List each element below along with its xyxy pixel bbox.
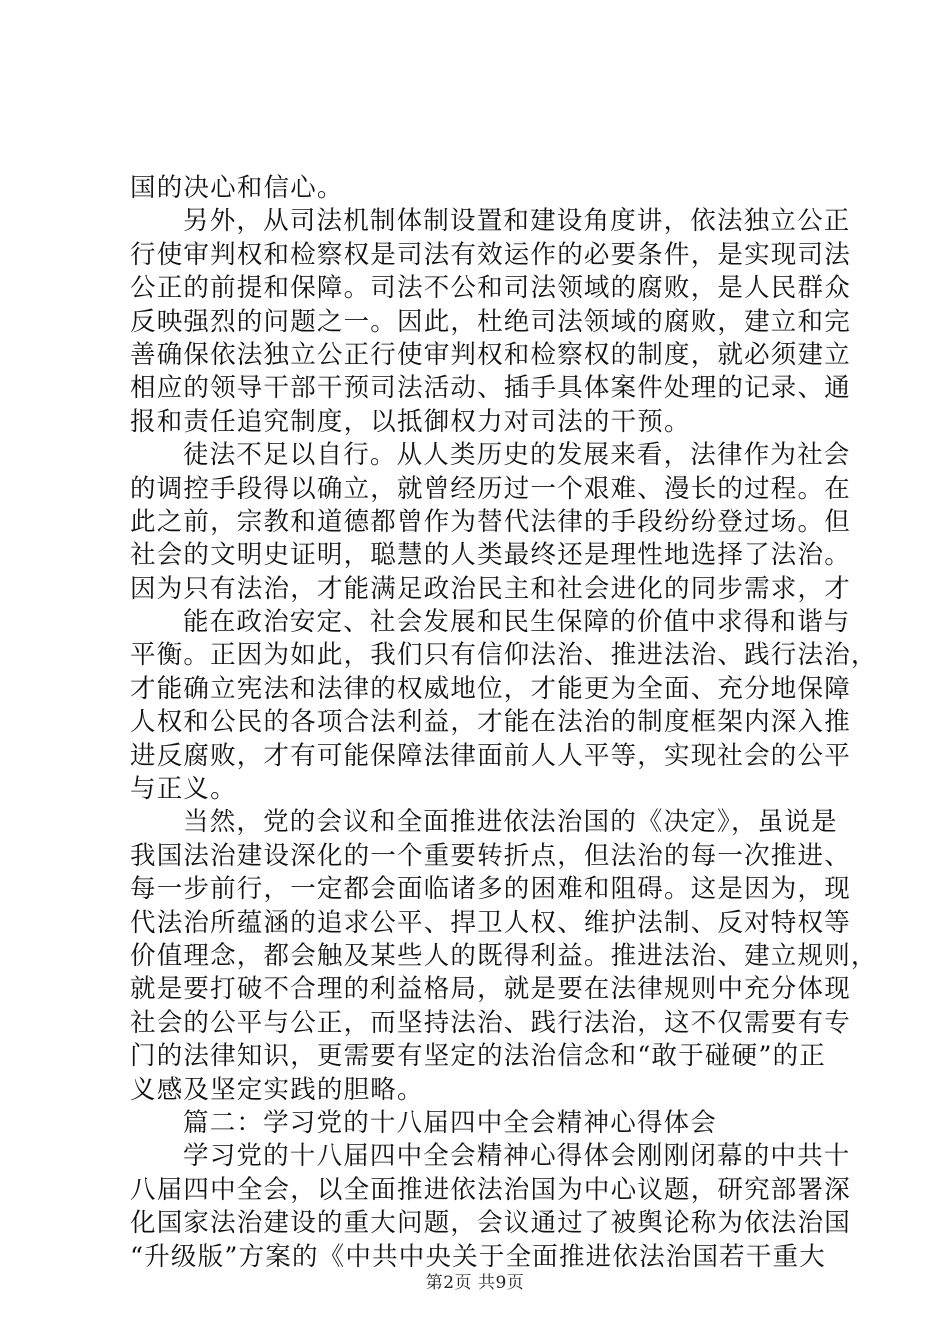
text-line: 报和责任追究制度，以抵御权力对司法的干预。 [130, 406, 691, 437]
text-line: 每一步前行，一定都会面临诸多的困难和阻碍。这是因为，现 [130, 874, 851, 905]
paragraph-start-line: 另外，从司法机制体制设置和建设角度讲，依法独立公正 [183, 206, 851, 237]
text-line: 化国家法治建设的重大问题，会议通过了被舆论称为依法治国 [130, 1208, 851, 1239]
text-line: 与正义。 [130, 774, 237, 805]
text-line: 人权和公民的各项合法利益，才能在法治的制度框架内深入推 [130, 707, 851, 738]
text-line: 代法治所蕴涵的追求公平、捍卫人权、维护法制、反对特权等 [130, 907, 851, 938]
text-line: 义感及坚定实践的胆略。 [130, 1074, 424, 1105]
text-line: 就是要打破不合理的利益格局，就是要在法律规则中充分体现 [130, 974, 851, 1005]
text-line: 社会的文明史证明，聪慧的人类最终还是理性地选择了法治。 [130, 540, 851, 571]
text-line: 八届四中全会，以全面推进依法治国为中心议题，研究部署深 [130, 1174, 851, 1205]
text-line: 国的决心和信心。 [130, 173, 344, 203]
paragraph-start-line: 当然，党的会议和全面推进依法治国的《决定》，虽说是 [183, 807, 838, 838]
text-line: 我国法治建设深化的一个重要转折点，但法治的每一次推进、 [130, 840, 851, 871]
text-line: 因为只有法治，才能满足政治民主和社会进化的同步需求，才 [130, 573, 851, 604]
paragraph-start-line: 学习党的十八届四中全会精神心得体会刚刚闭幕的中共十 [183, 1141, 851, 1172]
document-body [130, 172, 878, 1274]
text-line: 行使审判权和检察权是司法有效运作的必要条件，是实现司法 [130, 239, 851, 270]
text-line: 社会的公平与公正，而坚持法治、践行法治，这不仅需要有专 [130, 1007, 851, 1038]
text-line: “升级版”方案的《中共中央关于全面推进依法治国若干重大 [130, 1241, 826, 1272]
paragraph-start-line: 能在政治安定、社会发展和民生保障的价值中求得和谐与 [183, 607, 851, 638]
text-line: 反映强烈的问题之一。因此，杜绝司法领域的腐败，建立和完 [130, 306, 851, 337]
text-line: 此之前，宗教和道德都曾作为替代法律的手段纷纷登过场。但 [130, 506, 851, 537]
paragraph-start-line: 徒法不足以自行。从人类历史的发展来看，法律作为社会 [183, 440, 851, 471]
text-line: 善确保依法独立公正行使审判权和检察权的制度，就必须建立 [130, 339, 851, 370]
text-line: 进反腐败，才有可能保障法律面前人人平等，实现社会的公平 [130, 740, 851, 771]
page-number-footer: 第2页 共9页 [425, 1273, 525, 1293]
section-heading: 篇二：学习党的十八届四中全会精神心得体会 [183, 1107, 718, 1138]
text-line: 的调控手段得以确立，就曾经历过一个艰难、漫长的过程。在 [130, 473, 851, 504]
text-line: 相应的领导干部干预司法活动、插手具体案件处理的记录、通 [130, 373, 851, 404]
text-line: 门的法律知识，更需要有坚定的法治信念和“敢于碰硬”的正 [130, 1041, 826, 1072]
text-line: 平衡。正因为如此，我们只有信仰法治、推进法治、践行法治， [130, 640, 878, 671]
text-line: 价值理念，都会触及某些人的既得利益。推进法治、建立规则， [130, 940, 878, 971]
text-line: 才能确立宪法和法律的权威地位，才能更为全面、充分地保障 [130, 673, 851, 704]
text-line: 公正的前提和保障。司法不公和司法领域的腐败，是人民群众 [130, 273, 851, 304]
